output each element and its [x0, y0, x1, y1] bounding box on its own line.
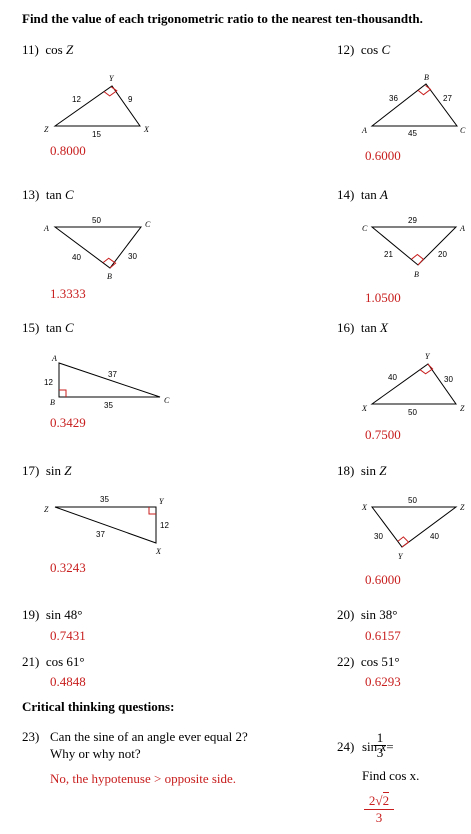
answer-numerator: 2√2: [368, 793, 390, 808]
side-length: 37: [96, 530, 105, 539]
vertex-label: X: [362, 503, 367, 512]
side-length: 40: [430, 532, 439, 541]
side-length: 36: [389, 94, 398, 103]
vertex-label: Z: [44, 125, 49, 134]
problem-expression: cos 51°: [360, 654, 400, 669]
side-length: 50: [408, 496, 417, 505]
angle-name: C: [64, 187, 74, 202]
trig-function: tan: [45, 187, 62, 202]
variable: x: [380, 739, 387, 754]
vertex-label: C: [362, 224, 368, 233]
vertex-label: B: [414, 270, 419, 279]
problem-number: 21): [22, 654, 40, 669]
side-length: 12: [72, 95, 81, 104]
angle-name: Z: [379, 463, 387, 478]
vertex-label: Z: [460, 404, 465, 413]
problem-number: 17): [22, 463, 40, 478]
problem-number: 18): [337, 463, 355, 478]
critical-thinking-heading: Critical thinking questions:: [22, 699, 175, 714]
trig-function: tan: [45, 320, 62, 335]
vertex-label: Y: [159, 497, 164, 506]
problem-number: 14): [337, 187, 355, 202]
vertex-label: Z: [44, 505, 49, 514]
side-length: 20: [438, 250, 447, 259]
problem-expression: cos 61°: [45, 654, 85, 669]
trig-function: sin: [362, 739, 378, 754]
answer-14: 1.0500: [365, 290, 401, 305]
vertex-label: Y: [398, 552, 403, 561]
trig-function: tan: [360, 187, 377, 202]
trig-function: cos: [45, 42, 63, 57]
given-fraction: [374, 731, 386, 760]
side-length: 15: [92, 130, 101, 139]
problem-number: 15): [22, 320, 40, 335]
vertex-label: Z: [460, 503, 465, 512]
problem-number: 19): [22, 607, 40, 622]
answer-13: 1.3333: [50, 286, 86, 301]
side-length: 40: [72, 253, 81, 262]
side-length: 9: [128, 95, 133, 104]
angle-name: X: [379, 320, 388, 335]
problem-23-line2: Why or why not?: [50, 746, 141, 761]
answer-12: 0.6000: [365, 148, 401, 163]
answer-23: No, the hypotenuse > opposite side.: [50, 771, 237, 786]
problem-21-label: [22, 654, 85, 670]
equals-sign: =: [386, 739, 394, 754]
side-length: 40: [388, 373, 397, 382]
answer-24: [364, 793, 394, 826]
problem-number: 11): [22, 42, 39, 57]
side-length: 30: [128, 252, 137, 261]
fraction-numerator: 1: [376, 730, 384, 745]
vertex-label: Y: [425, 352, 430, 361]
problem-number: 20): [337, 607, 355, 622]
answer-17: 0.3243: [50, 560, 86, 575]
angle-name: C: [381, 42, 391, 57]
problem-23-number: 23): [22, 729, 40, 744]
side-length: 35: [104, 401, 113, 410]
side-length: 30: [374, 532, 383, 541]
answer-denominator: 3: [364, 809, 394, 826]
trig-function: sin: [360, 463, 377, 478]
side-length: 45: [408, 129, 417, 138]
problem-19-label: [22, 607, 82, 623]
vertex-label: C: [145, 220, 151, 229]
trig-function: cos: [360, 42, 379, 57]
answer-22: 0.6293: [365, 674, 401, 689]
problem-expression: sin 38°: [360, 607, 398, 622]
side-length: 35: [100, 495, 109, 504]
vertex-label: X: [362, 404, 367, 413]
vertex-label: X: [144, 125, 149, 134]
problem-22-label: [337, 654, 400, 670]
vertex-label: B: [107, 272, 112, 281]
side-length: 27: [443, 94, 452, 103]
problem-number: 13): [22, 187, 40, 202]
angle-name: Z: [65, 42, 74, 57]
side-length: 12: [44, 378, 53, 387]
vertex-label: A: [52, 354, 57, 363]
problem-number: 12): [337, 42, 355, 57]
answer-20: 0.6157: [365, 628, 401, 643]
vertex-label: C: [460, 126, 466, 135]
trig-function: tan: [360, 320, 377, 335]
problem-24-number: 24): [337, 739, 355, 754]
fraction-denominator: 3: [374, 745, 386, 760]
problem-expression: sin 48°: [45, 607, 83, 622]
radicand: 2: [382, 793, 390, 808]
side-length: 21: [384, 250, 393, 259]
vertex-label: C: [164, 396, 170, 405]
answer-21: 0.4848: [50, 674, 86, 689]
side-length: 50: [92, 216, 101, 225]
problem-24-followup: Find cos x.: [362, 768, 420, 783]
vertex-label: B: [424, 73, 429, 82]
vertex-label: X: [156, 547, 161, 556]
vertex-label: B: [50, 398, 55, 407]
side-length: 30: [444, 375, 453, 384]
problem-20-label: [337, 607, 397, 623]
vertex-label: A: [44, 224, 49, 233]
answer-16: 0.7500: [365, 427, 401, 442]
answer-11: 0.8000: [50, 143, 86, 158]
worksheet-title: Find the value of each trigonometric ratio to the nearest ten-thousandth.: [22, 11, 423, 26]
answer-18: 0.6000: [365, 572, 401, 587]
side-length: 37: [108, 370, 117, 379]
sqrt-symbol: √: [375, 793, 383, 808]
side-length: 12: [160, 521, 169, 530]
right-angle-marker: [398, 537, 409, 547]
problem-number: 16): [337, 320, 355, 335]
problem-23-line1: Can the sine of an angle ever equal 2?: [50, 729, 248, 744]
angle-name: Z: [64, 463, 72, 478]
side-length: 29: [408, 216, 417, 225]
vertex-label: A: [460, 224, 465, 233]
angle-name: A: [379, 187, 388, 202]
trig-function: sin: [45, 463, 62, 478]
problem-number: 22): [337, 654, 355, 669]
vertex-label: A: [362, 126, 367, 135]
answer-15: 0.3429: [50, 415, 86, 430]
side-length: 50: [408, 408, 417, 417]
answer-19: 0.7431: [50, 628, 86, 643]
vertex-label: Y: [109, 74, 114, 83]
angle-name: C: [64, 320, 74, 335]
